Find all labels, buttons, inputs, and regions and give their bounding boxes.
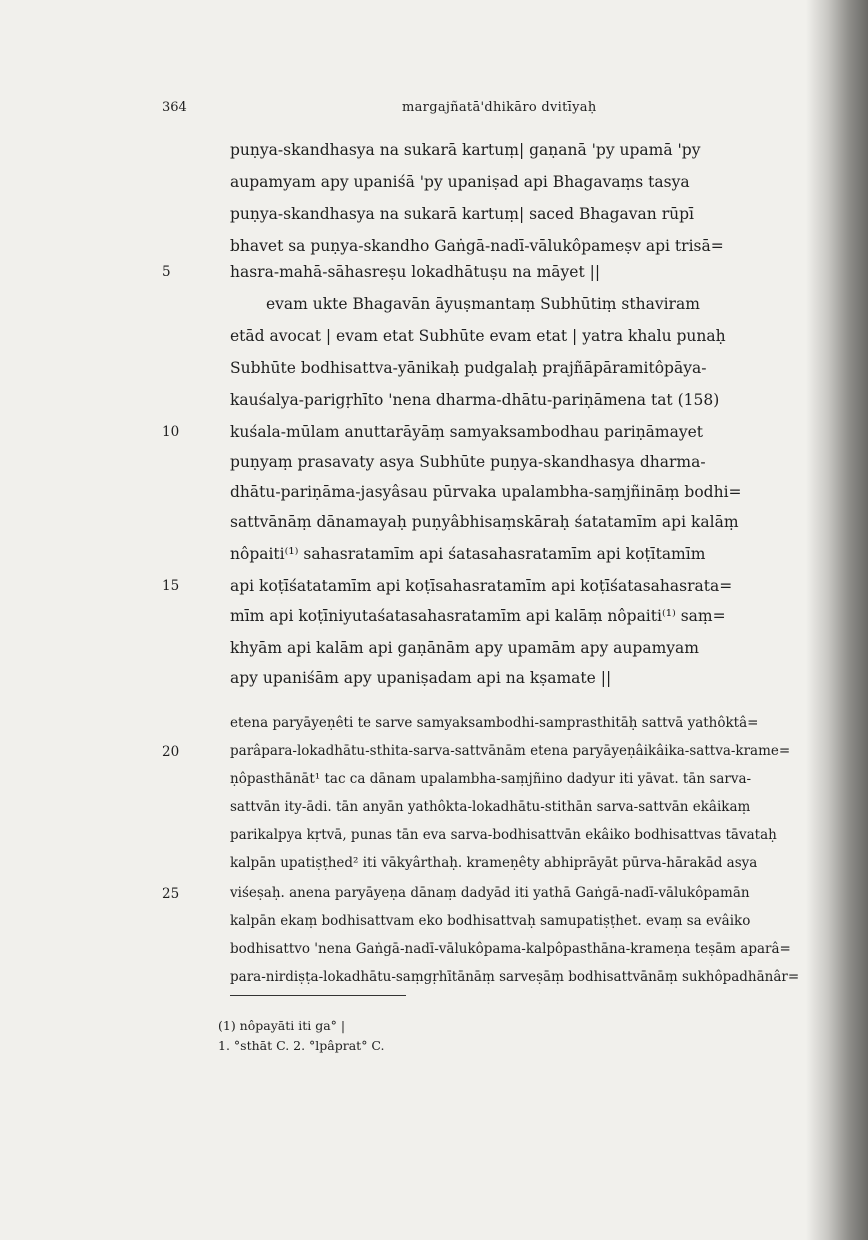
text-line: khyām api kalām api gaṇānām apy upamām apy aupamyam <box>230 639 699 657</box>
running-title: margajñatā'dhikāro dvitīyaḥ <box>402 100 597 115</box>
text-line: puṇya-skandhasya na sukarā kartuṃ| saced Bhagavan rūpī <box>230 205 694 223</box>
text-line: bhavet sa puṇya-skandho Gaṅgā-nadī-vālukôpameṣv api trisā= <box>230 237 724 255</box>
text-line: dhātu-pariṇāma-jasyâsau pūrvaka upalambha-saṃjñināṃ bodhi= <box>230 483 742 501</box>
commentary-line: parâpara-lokadhātu-sthita-sarva-sattvānām etena paryāyeṇâikâika-sattva-krame= <box>230 743 791 759</box>
footnote: (1) nôpayāti iti ga° | <box>218 1018 346 1033</box>
text-line: puṇyaṃ prasavaty asya Subhūte puṇya-skandhasya dharma- <box>230 453 706 471</box>
text-line: evam ukte Bhagavān āyuṣmantaṃ Subhūtiṃ sthaviram <box>266 295 700 313</box>
text-line: etād avocat | evam etat Subhūte evam etat | yatra khalu punaḥ <box>230 327 726 345</box>
text-line: hasra-mahā-sāhasreṣu lokadhātuṣu na māyet || <box>230 263 601 281</box>
commentary-line: para-nirdiṣṭa-lokadhātu-saṃgṛhītānāṃ sarveṣāṃ bodhisattvānāṃ sukhôpadhānâr= <box>230 969 800 985</box>
text-line: api koṭīśatatamīm api koṭīsahasratamīm api koṭīśatasahasrata= <box>230 577 733 595</box>
commentary-line: viśeṣaḥ. anena paryāyeṇa dānaṃ dadyād iti yathā Gaṅgā-nadī-vālukôpamān <box>230 885 750 901</box>
line-number: 15 <box>162 578 180 594</box>
commentary-line: kalpān upatiṣṭhed² iti vākyârthaḥ. krameṇêty abhiprāyāt pūrva-hārakād asya <box>230 855 758 871</box>
line-number: 5 <box>162 264 171 280</box>
commentary-line: kalpān ekaṃ bodhisattvam eko bodhisattvaḥ samupatiṣṭhet. evaṃ sa evâiko <box>230 913 751 929</box>
text-line: Subhūte bodhisattva-yānikaḥ pudgalaḥ prajñāpāramitôpāya- <box>230 359 707 377</box>
text-line: aupamyam apy upaniśā 'py upaniṣad api Bhagavaṃs tasya <box>230 173 690 191</box>
page-edge-shadow <box>806 0 868 1240</box>
line-number: 10 <box>162 424 180 440</box>
commentary-line: parikalpya kṛtvā, punas tān eva sarva-bodhisattvān ekâiko bodhisattvas tāvataḥ <box>230 827 777 843</box>
text-line: apy upaniśām apy upaniṣadam api na kṣamate || <box>230 669 612 687</box>
text-line: sattvānāṃ dānamayaḥ puṇyâbhisaṃskāraḥ śatatamīm api kalāṃ <box>230 513 739 531</box>
text-line: kuśala-mūlam anuttarāyāṃ samyaksambodhau pariṇāmayet <box>230 423 704 441</box>
text-line: kauśalya-parigṛhīto 'nena dharma-dhātu-pariṇāmena tat (158) <box>230 391 720 409</box>
footnote: 1. °sthāt C. 2. °lpâprat° C. <box>218 1038 385 1053</box>
text-line: puṇya-skandhasya na sukarā kartuṃ| gaṇanā 'py upamā 'py <box>230 141 701 159</box>
text-line: nôpaiti⁽¹⁾ sahasratamīm api śatasahasratamīm api koṭītamīm <box>230 545 706 563</box>
line-number: 20 <box>162 744 180 760</box>
commentary-line: etena paryāyeṇêti te sarve samyaksambodhi-samprasthitāḥ sattvā yathôktâ= <box>230 715 759 731</box>
footnote-rule <box>230 995 406 996</box>
commentary-line: sattvān ity-ādi. tān anyān yathôkta-lokadhātu-stithān sarva-sattvān ekâikaṃ <box>230 799 751 815</box>
commentary-line: ṇôpasthānāt¹ tac ca dānam upalambha-saṃjñino dadyur iti yāvat. tān sarva- <box>230 771 752 787</box>
line-number: 25 <box>162 886 180 902</box>
page-number: 364 <box>162 100 187 115</box>
text-line: mīm api koṭīniyutaśatasahasratamīm api kalāṃ nôpaiti⁽¹⁾ saṃ= <box>230 607 726 625</box>
commentary-line: bodhisattvo 'nena Gaṅgā-nadī-vālukôpama-kalpôpasthāna-krameṇa teṣām aparâ= <box>230 941 791 957</box>
